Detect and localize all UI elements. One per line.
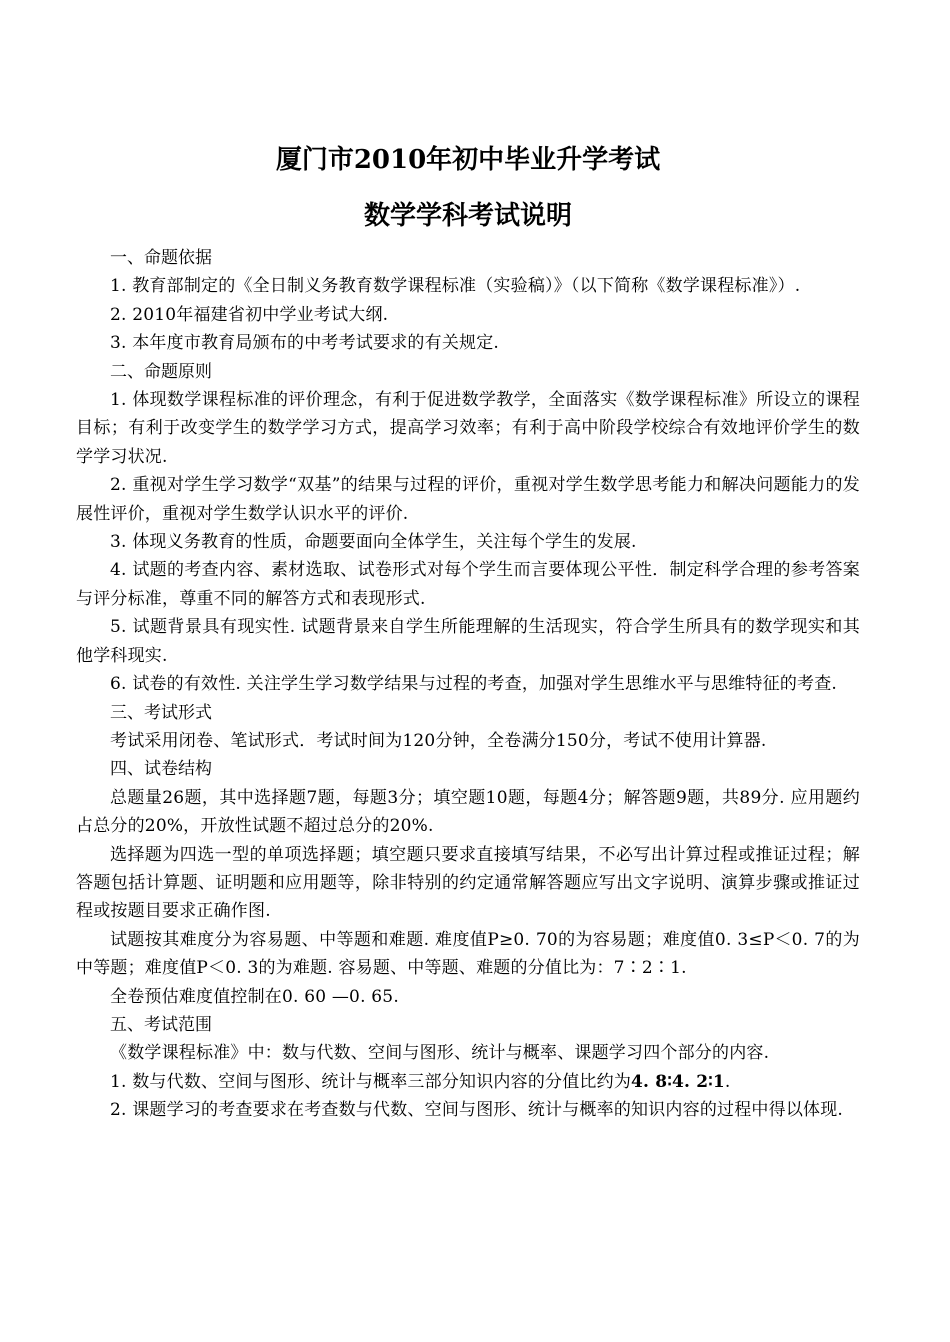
principle-item-3: 3. 体现义务教育的性质，命题要面向全体学生，关注每个学生的发展. <box>110 532 637 553</box>
principle-item-4: 4. 试题的考查内容、素材选取、试卷形式对每个学生而言要体现公平性．制定科学合理的参考答案与评分标准，尊重不同的解答方式和表现形式. <box>76 560 860 609</box>
scope-item-1-end: . <box>724 1071 731 1092</box>
scope-paragraph-1: 《数学课程标准》中：数与代数、空间与图形、统计与概率、课题学习四个部分的内容. <box>110 1043 770 1064</box>
scope-item-1 <box>76 1068 860 1096</box>
section-heading-format: 三、考试形式 <box>110 702 212 723</box>
basis-item-1: 1. 教育部制定的《全日制义务教育数学课程标准（实验稿）》（以下简称《数学课程标准》）. <box>110 276 801 297</box>
basis-item-2: 2. 2010年福建省初中学业考试大纲. <box>110 304 389 325</box>
structure-paragraph-4: 全卷预估难度值控制在0. 60 —0. 65. <box>110 986 399 1007</box>
section-heading-structure: 四、试卷结构 <box>110 759 212 780</box>
document-title: 厦门市2010年初中毕业升学考试 <box>275 145 661 175</box>
section-heading-basis: 一、命题依据 <box>110 248 212 268</box>
format-paragraph: 考试采用闭卷、笔试形式．考试时间为120分钟，全卷满分150分，考试不使用计算器. <box>110 730 767 751</box>
scope-item-1-text: 1. 数与代数、空间与图形、统计与概率三部分知识内容的分值比约为 <box>110 1071 632 1092</box>
scope-item-2: 2. 课题学习的考查要求在考查数与代数、空间与图形、统计与概率的知识内容的过程中得以体现. <box>110 1100 844 1121</box>
section-heading-scope: 五、考试范围 <box>110 1014 212 1035</box>
principle-item-6: 6. 试卷的有效性. 关注学生学习数学结果与过程的考查，加强对学生思维水平与思维特征的考查. <box>110 674 838 695</box>
score-ratio: 4. 8∶4. 2∶1 <box>631 1071 725 1092</box>
principle-item-1: 1. 体现数学课程标准的评价理念，有利于促进数学教学，全面落实《数学课程标准》所设立的课程目标；有利于改变学生的数学学习方式，提高学习效率；有利于高中阶段学校综合有效地评价学生的数学学习状况. <box>76 390 860 467</box>
structure-paragraph-3: 试题按其难度分为容易题、中等题和难题. 难度值P≥0. 70的为容易题；难度值0. 3≤P＜0. 7的为中等题；难度值P＜0. 3的为难题. 容易题、中等题、难题的分值比为：7∶2∶1. <box>76 929 860 979</box>
document-subtitle: 数学学科考试说明 <box>363 201 572 231</box>
basis-item-3: 3. 本年度市教育局颁布的中考考试要求的有关规定. <box>110 333 500 354</box>
structure-paragraph-2: 选择题为四选一型的单项选择题；填空题只要求直接填写结果，不必写出计算过程或推证过程；解答题包括计算题、证明题和应用题等，除非特别的约定通常解答题应写出文字说明、演算步骤或推证过程或按题目要求正确作图. <box>76 844 860 922</box>
document-page <box>76 142 860 1125</box>
section-heading-principles: 二、命题原则 <box>110 361 212 382</box>
principle-item-2: 2. 重视对学生学习数学“双基”的结果与过程的评价，重视对学生数学思考能力和解决问题能力的发展性评价，重视对学生数学认识水平的评价. <box>76 475 860 524</box>
structure-paragraph-1: 总题量26题，其中选择题7题，每题3分；填空题10题，每题4分；解答题9题，共89分. 应用题约占总分的20%，开放性试题不超过总分的20%. <box>76 787 860 837</box>
principle-item-5: 5. 试题背景具有现实性. 试题背景来自学生所能理解的生活现实，符合学生所具有的数学现实和其他学科现实. <box>76 617 860 666</box>
